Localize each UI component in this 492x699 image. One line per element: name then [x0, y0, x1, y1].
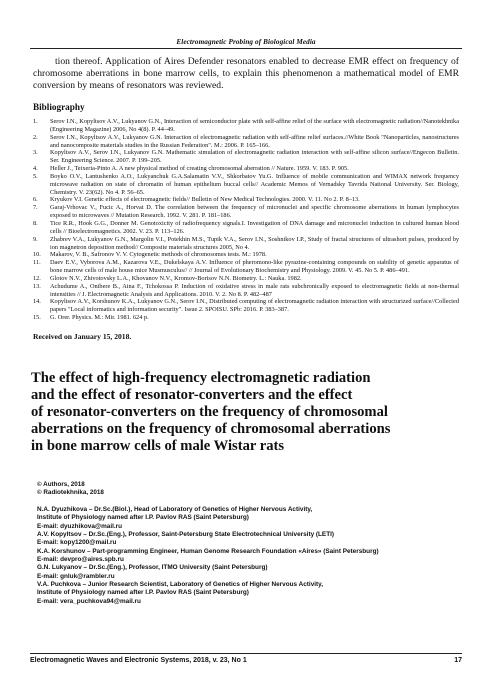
bibliography-item [33, 275, 459, 283]
bibliography-item-text: Heller J., Teixeria-Pinto A. A new physical method of creating chromosomal aberration // Nature. 1959. V. 183. P. 905. [50, 165, 349, 173]
article-title [31, 370, 471, 455]
bibliography-item-text: Serov I.N., Kopyltsov A.V., Lukyanov G.N., Interaction of semiconductor plate with self-affine relief of the surface with electromagnetic radiation//Nanotekhnika (Engineering Magazine) 2006, No 4(8). P. 44–49. [50, 118, 459, 133]
bibliography-item [33, 220, 459, 236]
bibliography-item-number: 11. [33, 259, 41, 267]
article-title-line: and the effect of resonator-converters and the effect [31, 387, 353, 404]
bibliography-item-number: 8. [33, 219, 38, 227]
received-date: Received on January 15, 2018. [33, 332, 132, 341]
bibliography-item-text: Glotov N.V., Zhivotovsky L.A., Khovanov N.V., Kromov-Borisov N.N. Biometry. L.: Nauka. 1982. [50, 274, 302, 282]
bibliography-item [33, 149, 459, 165]
author-name-title: A.V. Kopyltsov – Dr.Sc.(Eng.), Professor, Saint-Petersburg State Electrotechnical University (LETI) [37, 531, 335, 539]
bibliography-item-number: 5. [33, 172, 38, 180]
journal-citation: Electromagnetic Waves and Electronic Systems, 2018, v. 23, No 1 [30, 657, 247, 664]
bibliography-item [33, 173, 459, 197]
bibliography-item-text: Serov I.N., Kopyltsov A.V., Lukyanov G.N. Interaction of electromagnetic radiation with self-affine relief surfaces.//White Book "Nanoparticles, nanostructures and nanocomposite materials studies in the Russian Federation". M.: 2006. P. 165–166. [50, 133, 459, 149]
bibliography-item-number: 10. [33, 251, 41, 259]
author-name-title: N.A. Dyuzhikova – Dr.Sc.(Biol.), Head of Laboratory of Genetics of Higher Nervous Activity, [37, 506, 313, 513]
bibliography-item-text: Kopyltsov A.V., Serov I.N., Lukyanov G.N. Mathematic simulation of electromagnetic radiation interaction with self-affine silicon surface//Engecon Bulletin. Ser. Engineering Science. 2007. P. 199–205. [50, 149, 459, 165]
bibliography-item-number: 12. [33, 274, 41, 282]
bibliography-item [33, 314, 459, 322]
bibliography-item-text: Kryukov V.I. Genetic effects of electromagnetic fields// Bulletin of New Medical Technologies. 2000. V. 11. No 2. P. 8–13. [50, 196, 360, 204]
bibliography-item [33, 165, 459, 173]
bibliography-item [33, 118, 459, 134]
bibliography-item-number: 1. [33, 118, 38, 125]
copyright-line: © Radiotekhnika, 2018 [37, 489, 104, 496]
bibliography-item-text: Achudume A., Onibere B., Aina F., Tchokossa P. Induction of oxidative stress in male rats subchronically exposed to electromagnetic fields at non-thermal intensities // J. Electromagnetic Analysis and Applications. 2010. V. 2. No 8. P. 482–487 [50, 282, 459, 298]
bibliography-item-text: Tice R.R., Hook G.G., Donner M. Genotoxicity of radiofrequency signals.I. Investigation of DNA damage and micronuclei induction in cultured human blood cells // Bioelectromagnetics. 2002. V. 23. P. 113–126. [50, 219, 459, 235]
bibliography-item-text: Garaj-Vrhovac V., Fucic A., Horvat D. The correlation between the frequency of micronuclei and specific chromosome aberrations in human lymphocytes exposed to microwaves // Mutation Research. 1992. V. 281. P. 181–186. [50, 204, 459, 220]
author-affiliation: Institute of Physiology named after I.P. Pavlov RAS (Saint Petersburg) [37, 589, 249, 597]
bibliography-item-number: 13. [33, 282, 41, 290]
article-title-line: The effect of high-frequency electromagnetic radiation [31, 370, 371, 386]
bibliography-item [33, 298, 459, 314]
bibliography-item-text: Boyko O.V., Lantushenko A.O., Lukyanchuk G.A.Salamatin V.V., Shkorbatov Yu.G. Influence of mobile communication and WIMAX network frequency microwave radiation on state of chromatin of human epithelium buccal cells// Academic Memos of Vernadsky Tavrida National University. Ser. Biology, Chemistry. V. 23(62). No 4. P. 56–65. [50, 172, 459, 196]
bibliography-item-text: Makarov, V. B., Safronov V. V. Cytogenetic methods of chromosomes tests. M.: 1978. [50, 251, 267, 259]
copyright-block [37, 481, 104, 497]
bibliography-item-number: 4. [33, 165, 38, 173]
author-email[interactable]: E-mail: devpro@aires.spb.ru [37, 556, 124, 564]
bibliography-heading: Bibliography [33, 102, 85, 112]
copyright-line: © Authors, 2018 [37, 481, 85, 488]
footer-rule [30, 653, 462, 654]
page-number: 17 [454, 657, 462, 664]
bibliography-item [33, 204, 459, 220]
bibliography-list [33, 118, 459, 322]
bibliography-item-number: 14. [33, 298, 41, 306]
bibliography-item-number: 3. [33, 149, 38, 157]
author-name-title: G.N. Lukyanov – Dr.Sc.(Eng.), Professor, ITMO University (Saint Petersburg) [37, 564, 268, 572]
bibliography-item [33, 251, 459, 259]
running-head: Electromagnetic Probing of Biological Media [176, 38, 316, 46]
bibliography-item-number: 2. [33, 133, 38, 141]
header-rule [30, 48, 462, 49]
bibliography-item-text: Kopyltsov A.V., Korshunov K.A., Lukyanov G.N., Serov I.N., Distributed computing of electromagnetic radiation interaction with structurized surface//Collected papers "Local informatics and information security". Issue 2. SPOISU. SPb: 2016. P. 383–387. [50, 298, 459, 314]
bibliography-item [33, 236, 459, 252]
bibliography-item-number: 7. [33, 204, 38, 212]
author-name-title: K.A. Korshunov – Part-programming Engineer, Human Genome Research Foundation «Aires» (Saint Petersburg) [37, 547, 379, 555]
bibliography-item-number: 9. [33, 235, 38, 243]
bibliography-item [33, 283, 459, 299]
article-title-line: in bone marrow cells of male Wistar rats [31, 438, 285, 455]
author-email[interactable]: E-mail: gnluk@rambler.ru [37, 572, 115, 580]
authors-block [37, 506, 467, 606]
intro-paragraph: tion thereof. Application of Aires Defender resonators enabled to decrease EMR effect on frequency of chromosome aberrations in bone marrow cells, to explain this phenomenon a mathematical model of EMR conversion by means of resonators was reviewed. [33, 56, 459, 92]
bibliography-item-text: Zhabrev V.A., Lukyanov G.N., Margolin V.I., Potekhin M.S., Tupik V.A., Serov I.N., Soshnikov I.P., Study of fractal structures of ultrashort pulses, produced by ion magnetron deposition method// Composite materials structures 2005, No 4. [50, 235, 459, 251]
intro-text [33, 56, 459, 93]
bibliography-item [33, 134, 459, 150]
author-email[interactable]: E-mail: dyuzhikova@mail.ru [37, 522, 123, 530]
bibliography-item-text: G. Orer. Physics. M.: Mir. 1981. 624 p. [50, 314, 149, 322]
author-email[interactable]: E-mail: kopy1200@mail.ru [37, 539, 117, 547]
bibliography-item-number: 6. [33, 196, 38, 204]
bibliography-item-number: 15. [33, 314, 41, 322]
author-name-title: V.A. Puchkova – Junior Research Scientist, Laboratory of Genetics of Higher Nervous Activity, [37, 581, 324, 589]
bibliography-item [33, 196, 459, 204]
author-affiliation: Institute of Physiology named after I.P. Pavlov RAS (Saint Petersburg) [37, 514, 249, 522]
bibliography-item-text: Daev E.V., Vyborova A.M., Kazarova V.E., Dukelskaya A.V. Influence of pheromono-like pyrazine-containing compounds on stability of genetic apparatus of bone marrow cells of male house mice Musmusculus// // Journal of Evolutionary Biochemistry and Physiology. 2009. V. 45. No 5. P. 486–491. [50, 259, 459, 275]
article-title-line: of resonator-converters on the frequency of chromosomal [31, 404, 388, 421]
author-email[interactable]: E-mail: vera_puchkova94@mail.ru [37, 597, 141, 605]
article-title-line: aberrations on the frequency of chromosomal aberrations [31, 421, 391, 438]
bibliography-item [33, 259, 459, 275]
